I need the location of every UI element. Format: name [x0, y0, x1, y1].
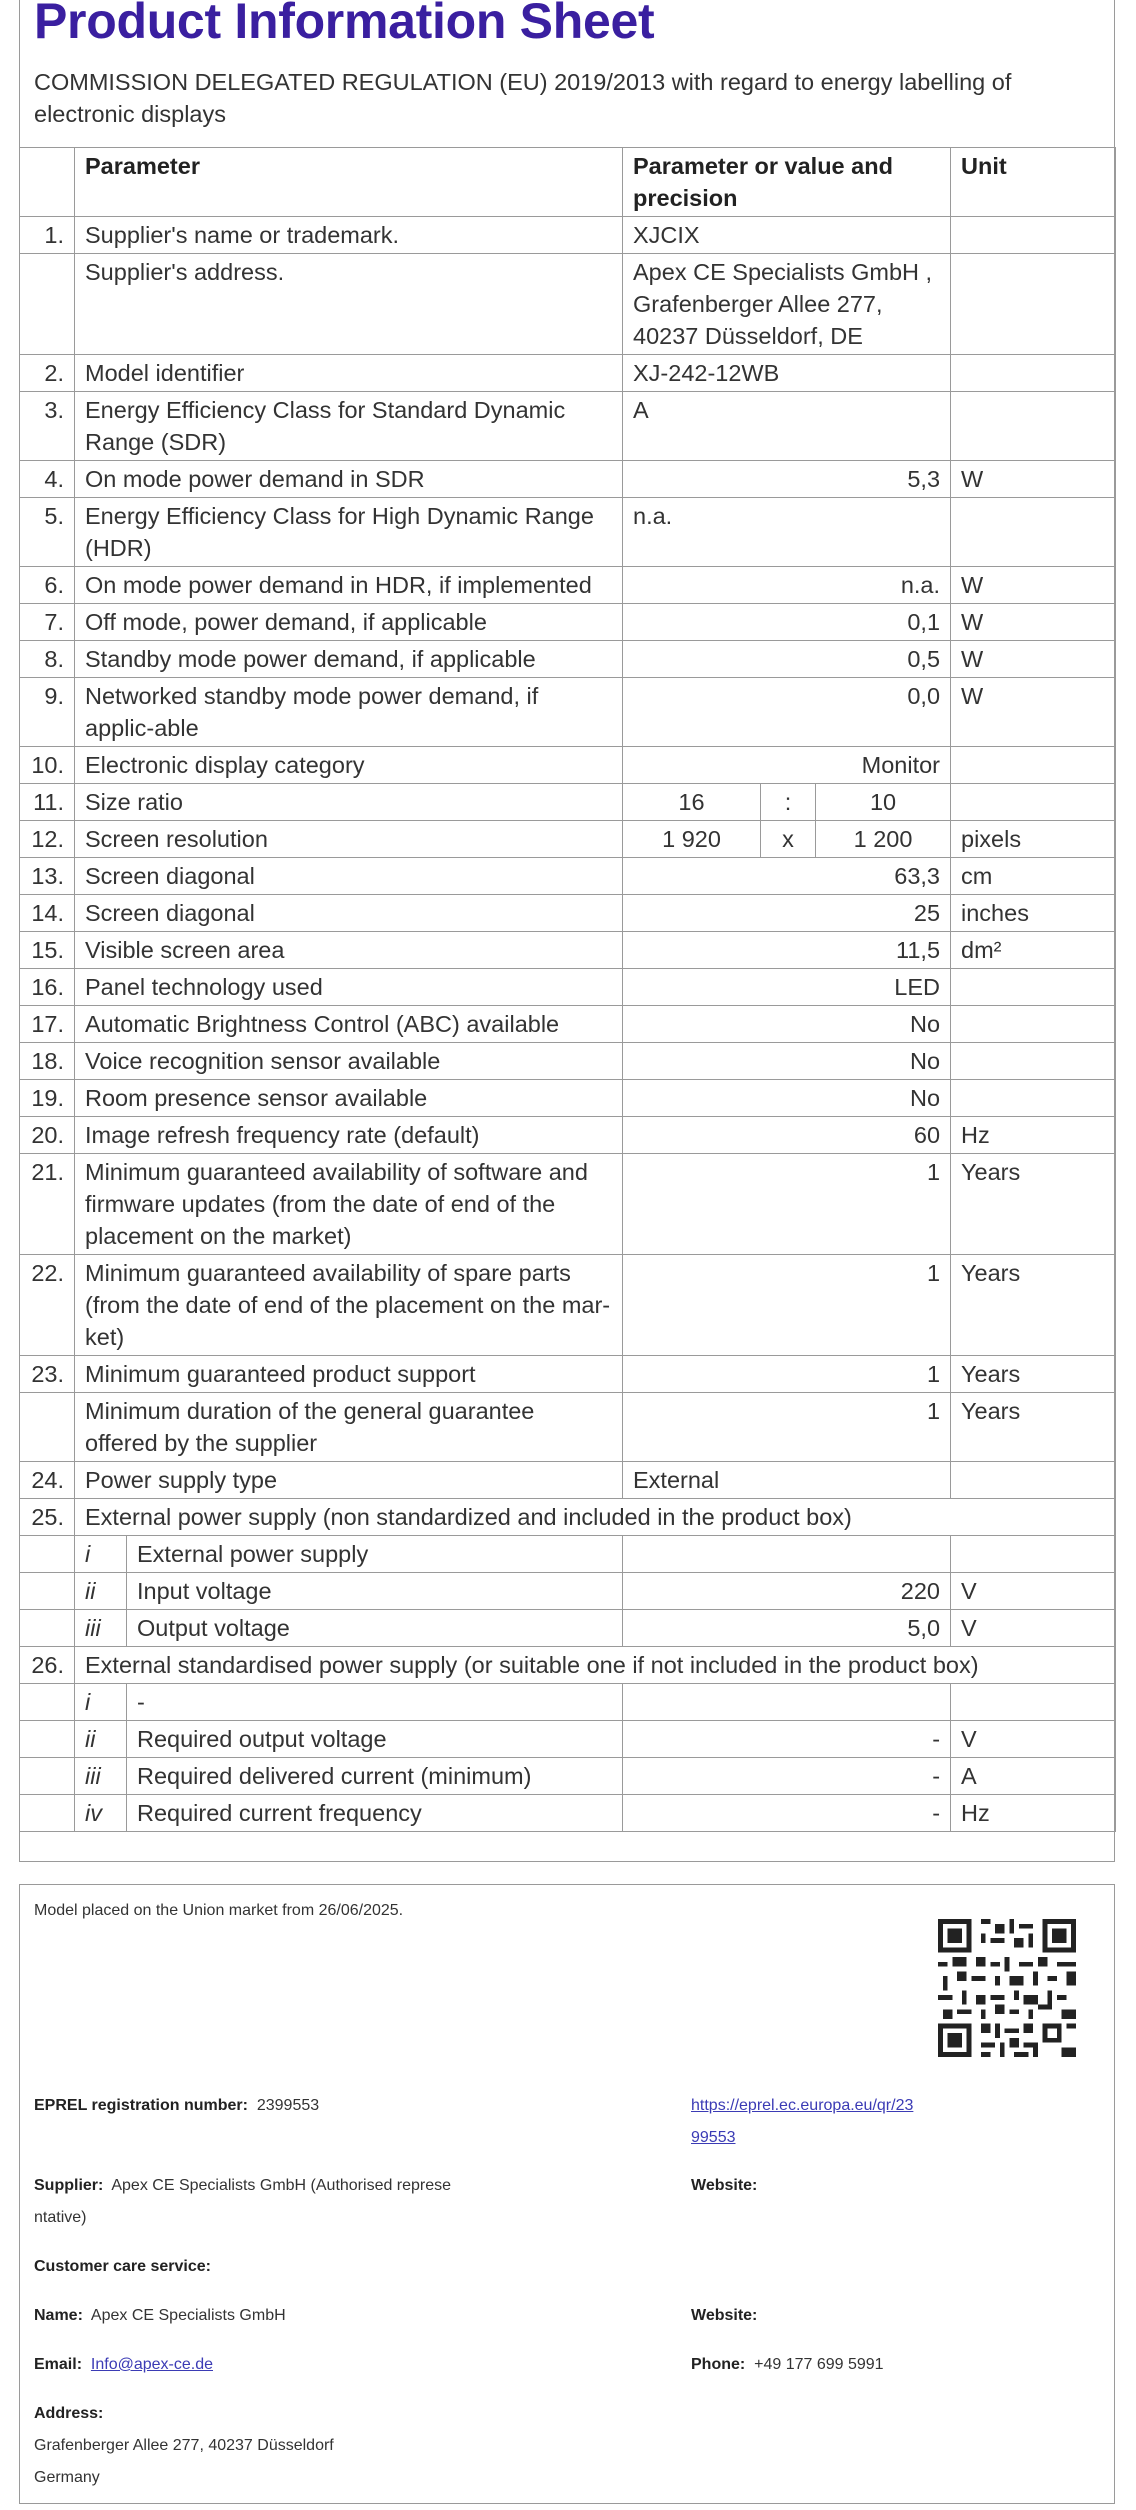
table-row	[20, 217, 1116, 254]
row-value-2: 1 200	[816, 821, 951, 858]
row-parameter: Standby mode power demand, if applicable	[75, 641, 623, 678]
row-unit	[951, 254, 1116, 355]
row-number: 25.	[20, 1499, 75, 1536]
table-row	[20, 498, 1116, 567]
table-row	[20, 1393, 1116, 1462]
row-sub-index: ii	[75, 1721, 127, 1758]
row-unit	[951, 784, 1116, 821]
spec-table	[19, 147, 1116, 1832]
table-row	[20, 254, 1116, 355]
row-number: 26.	[20, 1647, 75, 1684]
row-number: 21.	[20, 1154, 75, 1255]
row-parameter: Electronic display category	[75, 747, 623, 784]
eprel-number: 2399553	[256, 2097, 320, 2114]
row-number: 22.	[20, 1255, 75, 1356]
table-row	[20, 969, 1116, 1006]
row-value: No	[623, 1006, 951, 1043]
row-unit: W	[951, 604, 1116, 641]
row-section-title: External power supply (non standardized and included in the product box)	[75, 1499, 1116, 1536]
row-unit: Years	[951, 1393, 1116, 1462]
row-value: 60	[623, 1117, 951, 1154]
row-number: 17.	[20, 1006, 75, 1043]
table-row	[20, 1462, 1116, 1499]
row-number-cell	[20, 1795, 75, 1832]
table-row	[20, 1499, 1116, 1536]
table-row	[20, 1356, 1116, 1393]
row-unit: dm²	[951, 932, 1116, 969]
row-parameter: External power supply	[127, 1536, 623, 1573]
row-unit: W	[951, 461, 1116, 498]
row-parameter: On mode power demand in SDR	[75, 461, 623, 498]
row-parameter: -	[127, 1684, 623, 1721]
table-row	[20, 1573, 1116, 1610]
row-value-separator: x	[761, 821, 816, 858]
table-row	[20, 567, 1116, 604]
eprel-link[interactable]	[691, 2090, 913, 2154]
row-value: 11,5	[623, 932, 951, 969]
row-parameter: On mode power demand in HDR, if implemented	[75, 567, 623, 604]
row-value: LED	[623, 969, 951, 1006]
row-sub-index: iii	[75, 1758, 127, 1795]
row-value: -	[623, 1758, 951, 1795]
row-value-2: 10	[816, 784, 951, 821]
eprel-link-line1[interactable]: https://eprel.ec.europa.eu/qr/23	[691, 2097, 914, 2114]
row-parameter: Visible screen area	[75, 932, 623, 969]
row-unit: inches	[951, 895, 1116, 932]
table-row	[20, 784, 1116, 821]
table-row	[20, 392, 1116, 461]
row-number-cell	[20, 1536, 75, 1573]
row-sub-index: ii	[75, 1573, 127, 1610]
row-number: 18.	[20, 1043, 75, 1080]
row-value: XJCIX	[623, 217, 951, 254]
header-parameter: Parameter	[75, 148, 623, 217]
row-number-cell	[20, 1684, 75, 1721]
row-parameter: Minimum guaranteed availability of spare parts (from the date of end of the placement on the mar-ket)	[75, 1255, 623, 1356]
email-row	[34, 2349, 213, 2381]
table-row	[20, 821, 1116, 858]
row-sub-index: i	[75, 1536, 127, 1573]
address-block	[34, 2398, 334, 2494]
row-number: 11.	[20, 784, 75, 821]
row-value-1: 16	[623, 784, 761, 821]
header-value: Parameter or value and precision	[623, 148, 951, 217]
row-parameter: Panel technology used	[75, 969, 623, 1006]
row-value: 25	[623, 895, 951, 932]
row-parameter: Energy Efficiency Class for Standard Dynamic Range (SDR)	[75, 392, 623, 461]
row-value: 0,5	[623, 641, 951, 678]
row-number: 23.	[20, 1356, 75, 1393]
row-unit	[951, 1006, 1116, 1043]
row-number: 14.	[20, 895, 75, 932]
row-unit: W	[951, 678, 1116, 747]
row-unit	[951, 1462, 1116, 1499]
row-parameter: Image refresh frequency rate (default)	[75, 1117, 623, 1154]
table-row	[20, 1006, 1116, 1043]
row-number: 1.	[20, 217, 75, 254]
row-unit: cm	[951, 858, 1116, 895]
row-parameter: Minimum duration of the general guarantee offered by the supplier	[75, 1393, 623, 1462]
name-row	[34, 2300, 286, 2332]
row-number: 2.	[20, 355, 75, 392]
row-value	[623, 1536, 951, 1573]
row-unit: V	[951, 1573, 1116, 1610]
table-row	[20, 858, 1116, 895]
row-value-separator: :	[761, 784, 816, 821]
row-parameter: Supplier's name or trademark.	[75, 217, 623, 254]
row-value: n.a.	[623, 567, 951, 604]
name-label: Name:	[34, 2307, 83, 2324]
row-parameter: Required current frequency	[127, 1795, 623, 1832]
row-unit	[951, 1080, 1116, 1117]
row-unit	[951, 1043, 1116, 1080]
row-value: 1	[623, 1356, 951, 1393]
row-value: 0,0	[623, 678, 951, 747]
row-value: Monitor	[623, 747, 951, 784]
table-row	[20, 461, 1116, 498]
address-line2: Germany	[34, 2469, 100, 2486]
table-row	[20, 932, 1116, 969]
header-num-cell	[20, 148, 75, 217]
row-number: 7.	[20, 604, 75, 641]
table-row	[20, 355, 1116, 392]
row-unit	[951, 392, 1116, 461]
email-label: Email:	[34, 2356, 83, 2373]
row-unit	[951, 747, 1116, 784]
row-value: 5,3	[623, 461, 951, 498]
phone-label: Phone:	[691, 2356, 746, 2373]
row-value: 63,3	[623, 858, 951, 895]
table-row	[20, 1610, 1116, 1647]
row-value: 5,0	[623, 1610, 951, 1647]
row-parameter: Networked standby mode power demand, if applic-able	[75, 678, 623, 747]
eprel-link-line2[interactable]: 99553	[691, 2129, 736, 2146]
table-row	[20, 1795, 1116, 1832]
row-unit	[951, 1536, 1116, 1573]
row-number: 4.	[20, 461, 75, 498]
regulation-subtitle: COMMISSION DELEGATED REGULATION (EU) 2019/2013 with regard to energy labelling of electronic displays	[34, 69, 1012, 127]
row-number: 12.	[20, 821, 75, 858]
row-unit	[951, 355, 1116, 392]
row-parameter: Screen resolution	[75, 821, 623, 858]
row-parameter: Automatic Brightness Control (ABC) available	[75, 1006, 623, 1043]
row-number: 24.	[20, 1462, 75, 1499]
row-number: 8.	[20, 641, 75, 678]
row-number: 5.	[20, 498, 75, 567]
row-sub-index: iv	[75, 1795, 127, 1832]
row-value: No	[623, 1043, 951, 1080]
eprel-label: EPREL registration number:	[34, 2097, 248, 2114]
row-parameter: Output voltage	[127, 1610, 623, 1647]
table-row	[20, 895, 1116, 932]
row-number-cell	[20, 1758, 75, 1795]
table-row	[20, 1080, 1116, 1117]
placed-on-market-text: Model placed on the Union market from 26/06/2025.	[34, 1902, 404, 1919]
email-link[interactable]: Info@apex-ce.de	[90, 2356, 213, 2373]
row-parameter: Energy Efficiency Class for High Dynamic Range (HDR)	[75, 498, 623, 567]
row-value-1: 1 920	[623, 821, 761, 858]
row-value: A	[623, 392, 951, 461]
phone-value: +49 177 699 5991	[754, 2356, 884, 2373]
table-row	[20, 604, 1116, 641]
address-line1: Grafenberger Allee 277, 40237 Düsseldorf	[34, 2437, 334, 2454]
row-unit: Years	[951, 1255, 1116, 1356]
row-value: 1	[623, 1154, 951, 1255]
row-value: 220	[623, 1573, 951, 1610]
row-value: 1	[623, 1255, 951, 1356]
supplier-value-line2: ntative)	[34, 2209, 87, 2226]
row-parameter: Input voltage	[127, 1573, 623, 1610]
row-number: 15.	[20, 932, 75, 969]
page-title: Product Information Sheet	[34, 0, 655, 49]
supplier-value-line1: Apex CE Specialists GmbH (Authorised represe	[111, 2177, 452, 2194]
address-label: Address:	[34, 2405, 104, 2422]
row-value: -	[623, 1721, 951, 1758]
table-row	[20, 1043, 1116, 1080]
table-header-row	[20, 148, 1116, 217]
row-number: 20.	[20, 1117, 75, 1154]
row-unit	[951, 969, 1116, 1006]
row-unit: A	[951, 1758, 1116, 1795]
row-unit: Years	[951, 1154, 1116, 1255]
row-parameter: Room presence sensor available	[75, 1080, 623, 1117]
row-number	[20, 1393, 75, 1462]
row-unit: Years	[951, 1356, 1116, 1393]
row-number: 13.	[20, 858, 75, 895]
row-unit: V	[951, 1610, 1116, 1647]
row-number: 9.	[20, 678, 75, 747]
supplier-row	[34, 2170, 451, 2234]
table-row	[20, 641, 1116, 678]
row-parameter: Supplier's address.	[75, 254, 623, 355]
table-row	[20, 1154, 1116, 1255]
row-sub-index: iii	[75, 1610, 127, 1647]
row-value: 1	[623, 1393, 951, 1462]
row-unit	[951, 217, 1116, 254]
row-value: Apex CE Specialists GmbH , Grafenberger Allee 277, 40237 Düsseldorf, DE	[623, 254, 951, 355]
row-number-cell	[20, 1721, 75, 1758]
row-unit: W	[951, 641, 1116, 678]
row-parameter: Required delivered current (minimum)	[127, 1758, 623, 1795]
website-label-2: Website:	[691, 2307, 758, 2324]
row-parameter: Off mode, power demand, if applicable	[75, 604, 623, 641]
table-row	[20, 1647, 1116, 1684]
phone-row	[691, 2349, 884, 2381]
row-number: 19.	[20, 1080, 75, 1117]
table-row	[20, 678, 1116, 747]
row-number: 10.	[20, 747, 75, 784]
row-value	[623, 1684, 951, 1721]
qr-code-icon	[938, 1919, 1076, 2057]
row-parameter: Size ratio	[75, 784, 623, 821]
row-parameter: Required output voltage	[127, 1721, 623, 1758]
row-section-title: External standardised power supply (or suitable one if not included in the product box)	[75, 1647, 1116, 1684]
table-row	[20, 1536, 1116, 1573]
supplier-label: Supplier:	[34, 2177, 104, 2194]
row-value: External	[623, 1462, 951, 1499]
table-row	[20, 1117, 1116, 1154]
row-unit: W	[951, 567, 1116, 604]
table-row	[20, 1758, 1116, 1795]
row-parameter: Minimum guaranteed availability of software and firmware updates (from the date of end of the placement on the market)	[75, 1154, 623, 1255]
row-number	[20, 254, 75, 355]
row-parameter: Screen diagonal	[75, 858, 623, 895]
row-value: No	[623, 1080, 951, 1117]
row-unit: Hz	[951, 1795, 1116, 1832]
name-value: Apex CE Specialists GmbH	[90, 2307, 286, 2324]
row-parameter: Model identifier	[75, 355, 623, 392]
row-sub-index: i	[75, 1684, 127, 1721]
row-parameter: Minimum guaranteed product support	[75, 1356, 623, 1393]
row-parameter: Voice recognition sensor available	[75, 1043, 623, 1080]
table-row	[20, 1721, 1116, 1758]
customer-care-label: Customer care service:	[34, 2258, 211, 2275]
row-number: 3.	[20, 392, 75, 461]
row-value: XJ-242-12WB	[623, 355, 951, 392]
row-parameter: Screen diagonal	[75, 895, 623, 932]
row-number-cell	[20, 1610, 75, 1647]
row-unit	[951, 498, 1116, 567]
row-value: n.a.	[623, 498, 951, 567]
eprel-row	[34, 2090, 319, 2122]
row-unit: V	[951, 1721, 1116, 1758]
row-value: 0,1	[623, 604, 951, 641]
table-row	[20, 1255, 1116, 1356]
row-number: 16.	[20, 969, 75, 1006]
row-parameter: Power supply type	[75, 1462, 623, 1499]
row-unit: Hz	[951, 1117, 1116, 1154]
table-row	[20, 747, 1116, 784]
row-number: 6.	[20, 567, 75, 604]
row-unit: pixels	[951, 821, 1116, 858]
row-unit	[951, 1684, 1116, 1721]
row-number-cell	[20, 1573, 75, 1610]
header-unit: Unit	[951, 148, 1116, 217]
website-label-1: Website:	[691, 2177, 758, 2194]
table-row	[20, 1684, 1116, 1721]
row-value: -	[623, 1795, 951, 1832]
